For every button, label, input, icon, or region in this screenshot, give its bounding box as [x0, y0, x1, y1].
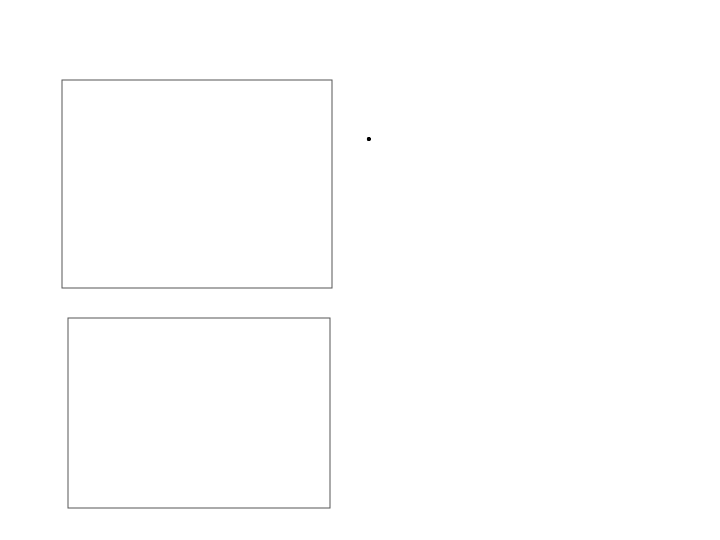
- top-plot: [62, 80, 332, 288]
- figure-panel: [28, 72, 340, 534]
- bottom-plot-frame: [68, 318, 330, 508]
- top-plot-frame: [62, 80, 332, 288]
- equivalence-formula: [396, 200, 646, 226]
- bullet-list: [362, 76, 712, 130]
- bottom-plot: [68, 318, 330, 508]
